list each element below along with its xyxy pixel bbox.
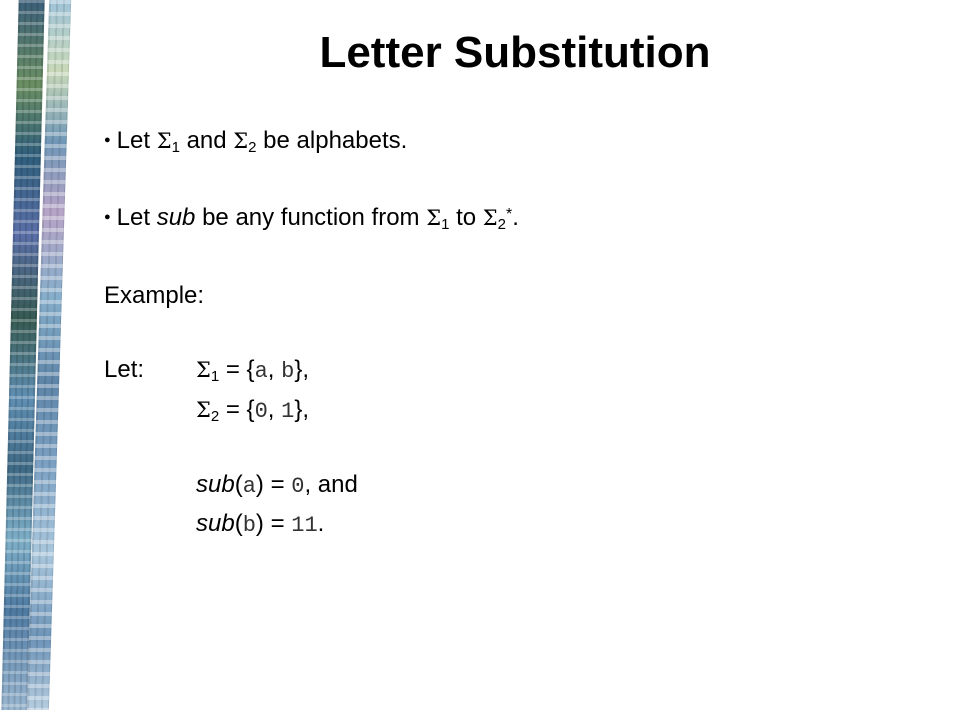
function-name: sub (156, 204, 196, 231)
text-and: and (186, 127, 227, 154)
bullet-icon: ● (104, 210, 111, 223)
bullet-alphabets (104, 126, 407, 157)
letter-b: b (281, 359, 295, 384)
sigma-symbol: Σ (196, 358, 211, 382)
tail-text: , and (304, 471, 358, 498)
period: . (512, 204, 519, 231)
subscript: 2 (248, 139, 257, 156)
value: 0 (291, 474, 305, 499)
let-label: Let: (104, 356, 145, 383)
sigma-symbol: Σ (196, 398, 211, 422)
function-name: sub (196, 510, 235, 537)
subscript: 1 (441, 216, 450, 233)
equals-open: = { (219, 396, 255, 423)
example-label: Example: (104, 282, 205, 309)
tail-text: . (317, 510, 325, 537)
sub-b-definition (196, 509, 324, 541)
open-paren: ( (234, 471, 243, 498)
subscript: 1 (171, 139, 180, 156)
close-brace: }, (294, 396, 310, 423)
subscript: 2 (210, 408, 220, 425)
sigma-symbol: Σ (233, 129, 249, 153)
text-rest: be alphabets. (263, 127, 408, 154)
close-paren-equals: ) = (255, 471, 292, 498)
bullet-function (104, 203, 519, 234)
text-let: Let (116, 204, 151, 231)
equals-open: = { (219, 356, 255, 383)
text-let: Let (116, 127, 151, 154)
letter-a: a (254, 359, 268, 384)
sigma-symbol: Σ (482, 206, 498, 230)
text-to: to (456, 204, 477, 231)
close-brace: }, (294, 356, 310, 383)
function-name: sub (196, 471, 235, 498)
text-mid: be any function from (202, 204, 420, 231)
sigma1-definition (196, 355, 309, 387)
digit-one: 1 (281, 399, 295, 424)
slide-title: Letter Substitution (319, 28, 711, 77)
sub-a-definition (196, 470, 358, 502)
comma: , (267, 356, 275, 383)
argument: b (242, 513, 256, 538)
subscript: 2 (497, 216, 506, 233)
close-paren-equals: ) = (255, 510, 292, 537)
digit-zero: 0 (254, 399, 268, 424)
open-paren: ( (234, 510, 243, 537)
argument: a (242, 474, 256, 499)
sigma-symbol: Σ (426, 206, 442, 230)
sigma-symbol: Σ (156, 129, 172, 153)
subscript: 1 (210, 368, 220, 385)
sigma2-definition (196, 395, 309, 427)
bullet-icon: ● (104, 133, 111, 146)
kleene-star: * (505, 206, 513, 223)
value: 11 (291, 513, 318, 538)
comma: , (267, 396, 275, 423)
